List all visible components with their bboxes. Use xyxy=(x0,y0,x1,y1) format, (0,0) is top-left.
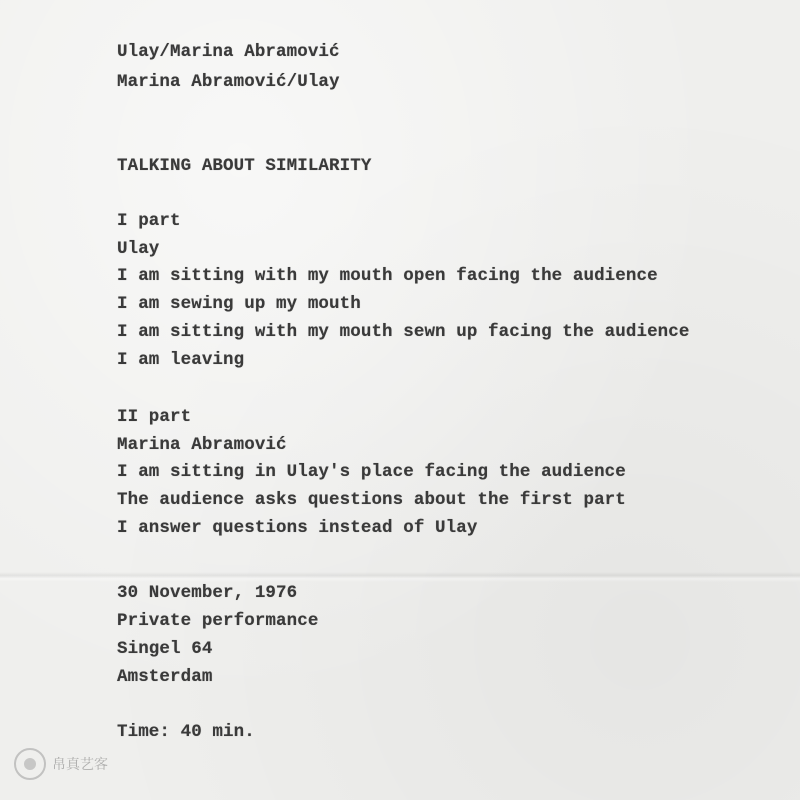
performance-duration: Time: 40 min. xyxy=(117,722,255,742)
authors-line-2: Marina Abramović/Ulay xyxy=(117,72,340,92)
part2-line: I answer questions instead of Ulay xyxy=(117,518,478,538)
performance-venue: Singel 64 xyxy=(117,639,213,659)
paper-fold xyxy=(0,572,800,582)
performance-date: 30 November, 1976 xyxy=(117,583,298,603)
performance-type: Private performance xyxy=(117,611,319,631)
watermark-text: 帛真艺客 xyxy=(52,757,108,773)
part1-performer: Ulay xyxy=(117,239,160,259)
authors-line-1: Ulay/Marina Abramović xyxy=(117,42,340,62)
document-title: TALKING ABOUT SIMILARITY xyxy=(117,156,372,176)
part1-heading: I part xyxy=(117,211,181,231)
part2-line: I am sitting in Ulay's place facing the audience xyxy=(117,462,626,482)
part1-line: I am sewing up my mouth xyxy=(117,294,361,314)
performance-city: Amsterdam xyxy=(117,667,213,687)
part1-line: I am sitting with my mouth sewn up facing the audience xyxy=(117,322,690,342)
part1-line: I am leaving xyxy=(117,350,245,370)
watermark xyxy=(14,748,108,780)
part1-line: I am sitting with my mouth open facing the audience xyxy=(117,266,658,286)
part2-performer: Marina Abramović xyxy=(117,435,287,455)
part2-line: The audience asks questions about the first part xyxy=(117,490,626,510)
logo-icon xyxy=(14,748,46,780)
part2-heading: II part xyxy=(117,407,192,427)
